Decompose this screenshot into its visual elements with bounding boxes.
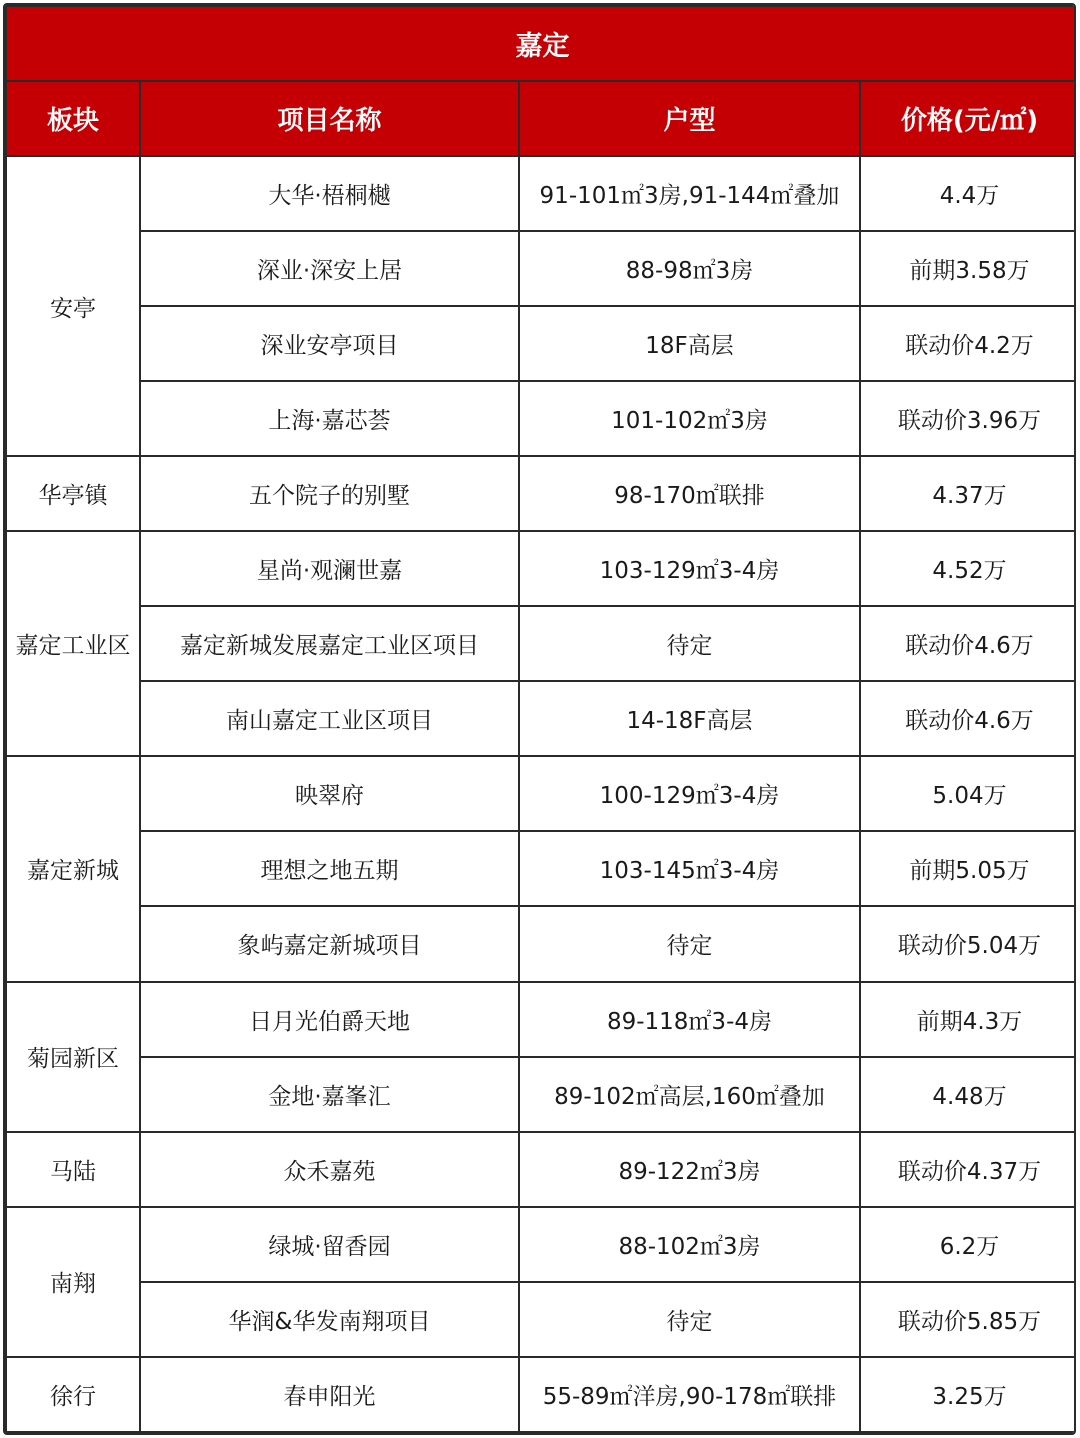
table-row [6,831,1076,906]
unit-type-cell: 98-170㎡联排 [519,456,860,531]
unit-type-cell: 103-129㎡3-4房 [519,531,860,606]
table-row [6,1282,1076,1357]
project-cell: 上海·嘉芯荟 [140,381,519,456]
project-cell: 大华·梧桐樾 [140,156,519,231]
header-area: 板块 [6,81,140,156]
unit-type-cell: 89-122㎡3房 [519,1132,860,1207]
project-cell: 象屿嘉定新城项目 [140,906,519,981]
price-cell: 联动价4.37万 [860,1132,1076,1207]
project-cell: 绿城·留香园 [140,1207,519,1282]
price-cell: 联动价4.2万 [860,306,1076,381]
price-cell: 联动价3.96万 [860,381,1076,456]
area-cell: 嘉定新城 [6,756,140,981]
unit-type-cell: 88-98㎡3房 [519,231,860,306]
unit-type-cell: 88-102㎡3房 [519,1207,860,1282]
unit-type-cell: 14-18F高层 [519,681,860,756]
header-unit-type: 户型 [519,81,860,156]
project-cell: 金地·嘉峯汇 [140,1057,519,1132]
table-row [6,756,1076,831]
project-cell: 深业安亭项目 [140,306,519,381]
project-cell: 春申阳光 [140,1357,519,1432]
price-cell: 前期5.05万 [860,831,1076,906]
area-cell: 徐行 [6,1357,140,1432]
project-cell: 华润&华发南翔项目 [140,1282,519,1357]
header-row [6,81,1076,156]
project-cell: 理想之地五期 [140,831,519,906]
table-row [6,681,1076,756]
table-row [6,381,1076,456]
area-cell: 嘉定工业区 [6,531,140,756]
table-row [6,156,1076,231]
table-row [6,1357,1076,1432]
project-cell: 深业·深安上居 [140,231,519,306]
unit-type-cell: 91-101㎡3房,91-144㎡叠加 [519,156,860,231]
price-cell: 4.37万 [860,456,1076,531]
table-row [6,1132,1076,1207]
table-row [6,456,1076,531]
project-cell: 星尚·观澜世嘉 [140,531,519,606]
project-cell: 五个院子的别墅 [140,456,519,531]
project-cell: 日月光伯爵天地 [140,982,519,1057]
area-cell: 马陆 [6,1132,140,1207]
price-cell: 前期3.58万 [860,231,1076,306]
unit-type-cell: 待定 [519,606,860,681]
price-table-container [3,3,1076,1435]
project-cell: 映翠府 [140,756,519,831]
table-body [6,156,1076,1432]
price-cell: 4.48万 [860,1057,1076,1132]
price-cell: 4.52万 [860,531,1076,606]
price-cell: 联动价5.04万 [860,906,1076,981]
table-row [6,1207,1076,1282]
unit-type-cell: 18F高层 [519,306,860,381]
price-cell: 前期4.3万 [860,982,1076,1057]
unit-type-cell: 100-129㎡3-4房 [519,756,860,831]
table-row [6,306,1076,381]
area-cell: 南翔 [6,1207,140,1357]
table-row [6,531,1076,606]
price-cell: 3.25万 [860,1357,1076,1432]
table-row [6,906,1076,981]
header-project: 项目名称 [140,81,519,156]
price-cell: 联动价4.6万 [860,606,1076,681]
area-cell: 菊园新区 [6,982,140,1132]
table-row [6,606,1076,681]
unit-type-cell: 待定 [519,906,860,981]
area-cell: 华亭镇 [6,456,140,531]
table-title: 嘉定 [6,6,1076,81]
unit-type-cell: 101-102㎡3房 [519,381,860,456]
price-cell: 联动价4.6万 [860,681,1076,756]
table-row [6,982,1076,1057]
price-cell: 6.2万 [860,1207,1076,1282]
unit-type-cell: 103-145㎡3-4房 [519,831,860,906]
project-cell: 南山嘉定工业区项目 [140,681,519,756]
price-table [5,5,1076,1433]
price-cell: 5.04万 [860,756,1076,831]
price-cell: 联动价5.85万 [860,1282,1076,1357]
price-cell: 4.4万 [860,156,1076,231]
unit-type-cell: 待定 [519,1282,860,1357]
area-cell: 安亭 [6,156,140,456]
unit-type-cell: 89-118㎡3-4房 [519,982,860,1057]
table-row [6,1057,1076,1132]
project-cell: 众禾嘉苑 [140,1132,519,1207]
unit-type-cell: 89-102㎡高层,160㎡叠加 [519,1057,860,1132]
table-row [6,231,1076,306]
project-cell: 嘉定新城发展嘉定工业区项目 [140,606,519,681]
title-row [6,6,1076,81]
unit-type-cell: 55-89㎡洋房,90-178㎡联排 [519,1357,860,1432]
header-price: 价格(元/㎡) [860,81,1076,156]
